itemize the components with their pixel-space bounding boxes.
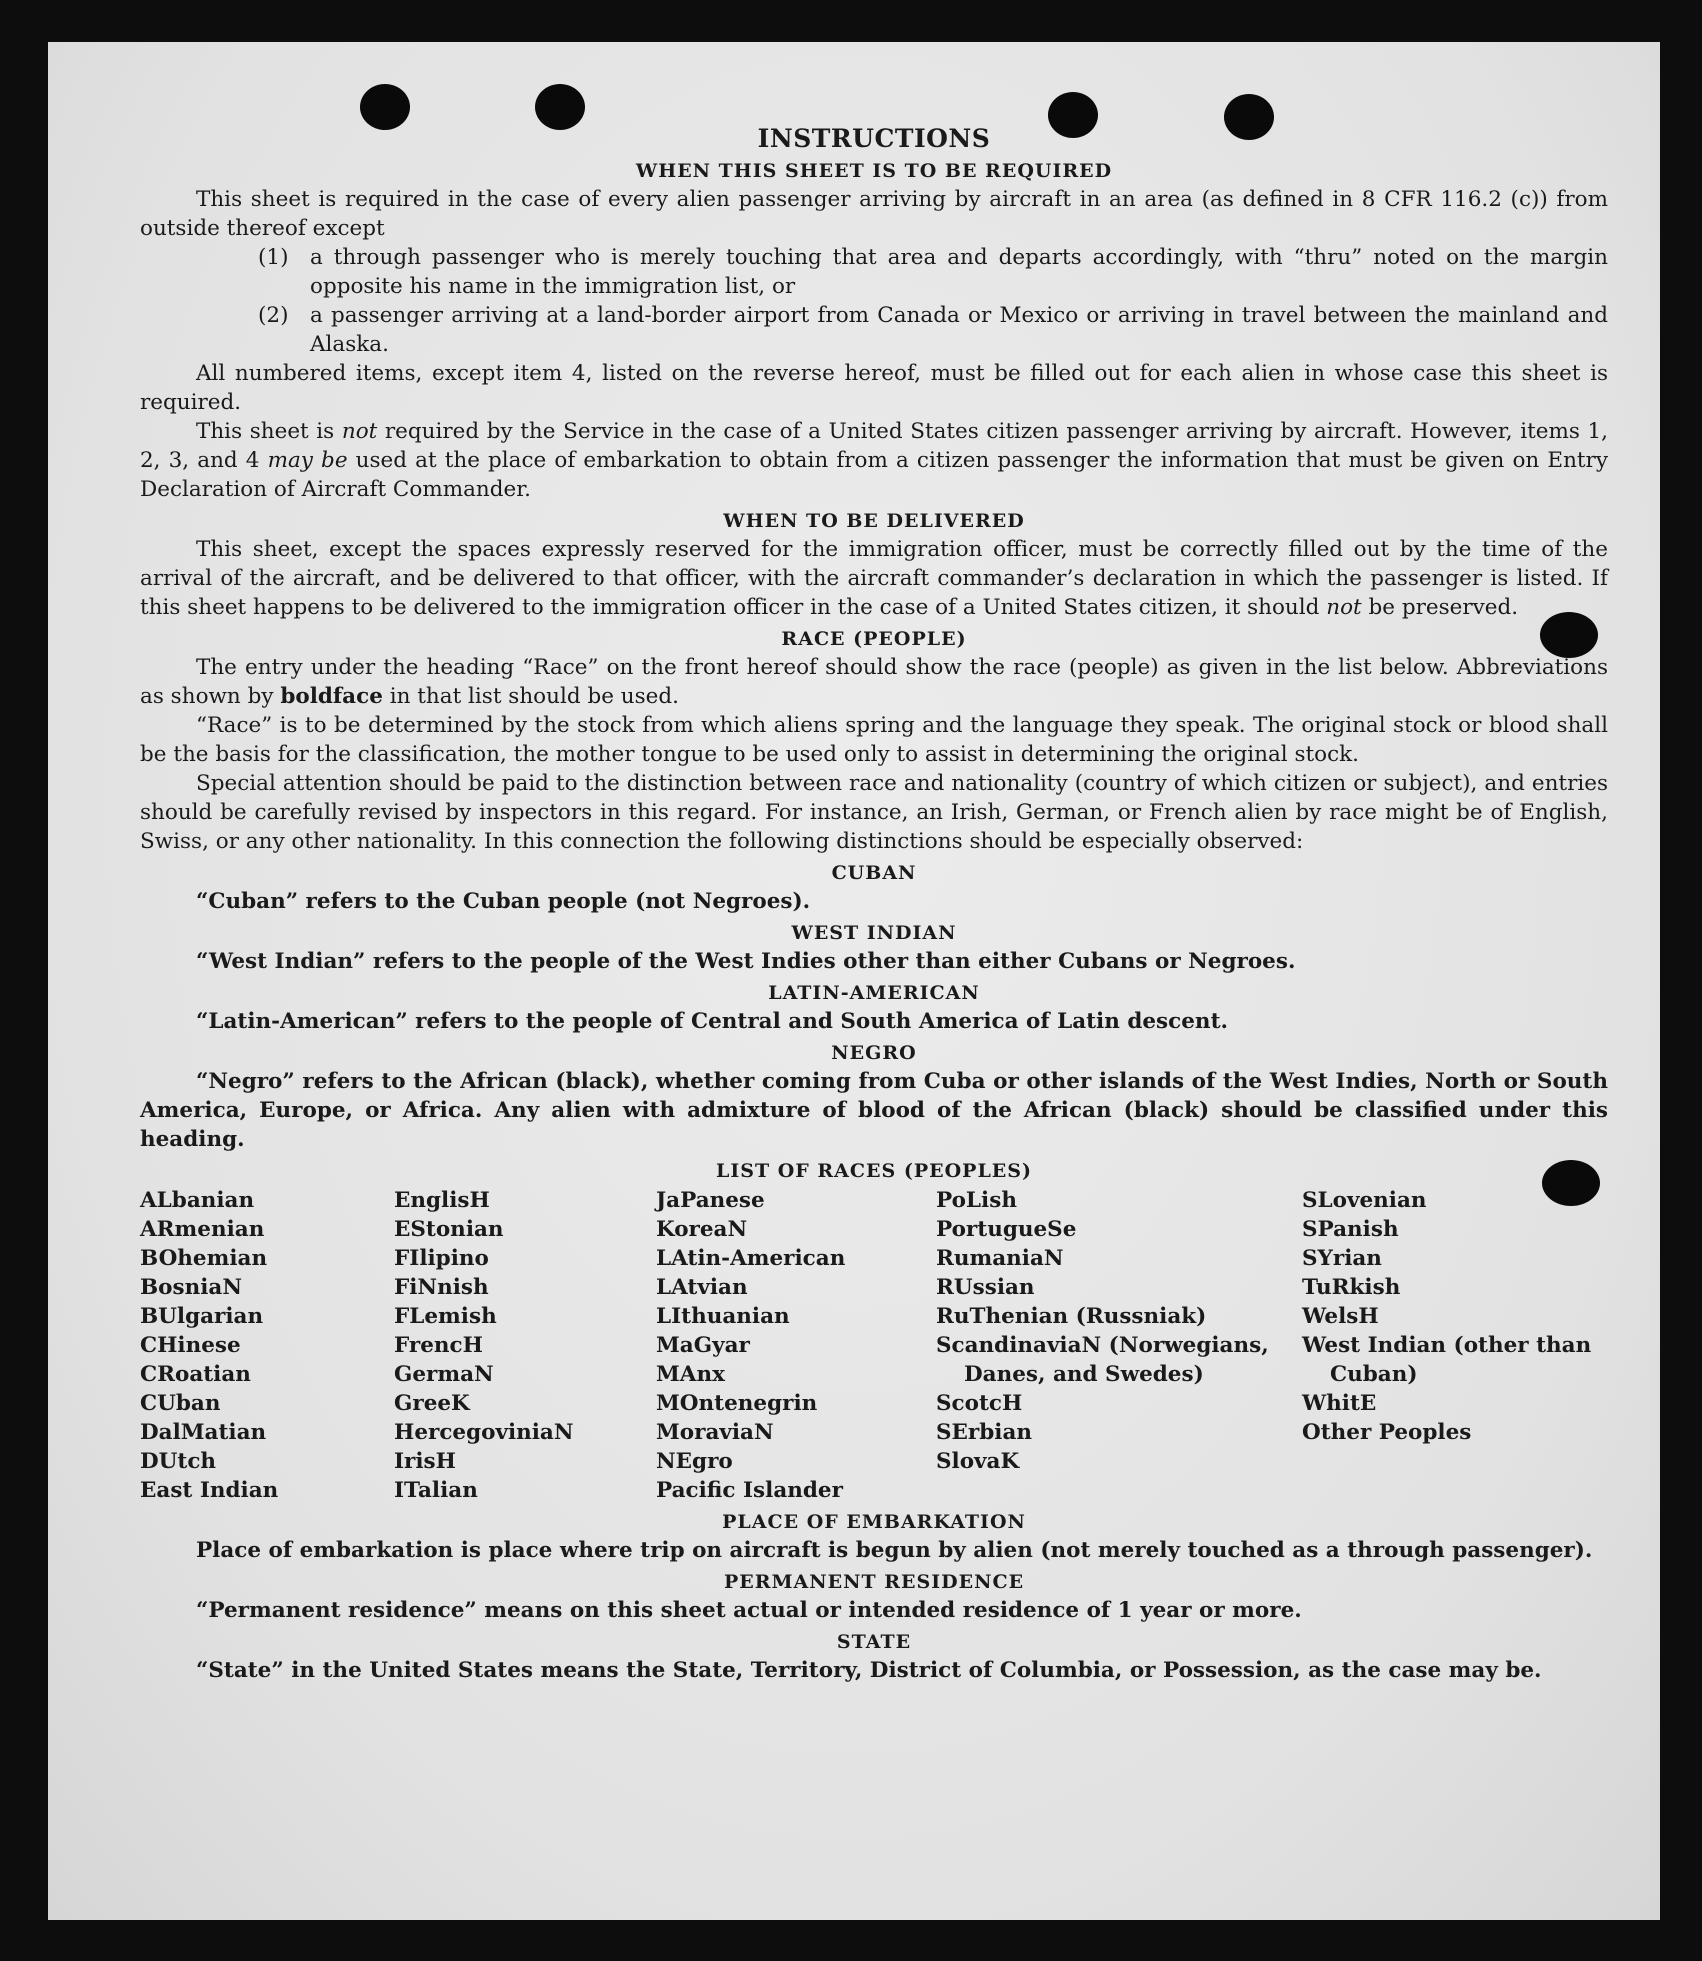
race-item: EStonian: [394, 1217, 504, 1242]
race-item: SErbian: [936, 1420, 1033, 1445]
exception-number: (2): [258, 303, 289, 328]
race-item: MoraviaN: [656, 1420, 774, 1445]
race-item: IrisH: [394, 1449, 456, 1474]
race-item: ITalian: [394, 1478, 478, 1503]
race-item: BOhemian: [140, 1246, 268, 1271]
race-item: BUlgarian: [140, 1304, 264, 1329]
race-item: PortugueSe: [936, 1217, 1077, 1242]
race-item: GermaN: [394, 1362, 494, 1387]
race-item: SlovaK: [936, 1449, 1020, 1474]
when-required-paragraph: This sheet is not required by the Service in the case of a United States citizen passenger arriving by aircraft. However, items 1, 2, 3, and 4 may be used at the place of embarkation to obtain from a citizen passenger the information that must be given on Entry Declaration of Aircraft Commander.: [140, 419, 1608, 502]
race-item: ScotcH: [936, 1391, 1023, 1416]
document-sheet: [48, 42, 1660, 1920]
races-column: [1302, 1186, 1608, 1505]
exception-number: (1): [258, 245, 289, 270]
exception-text: a passenger arriving at a land-border airport from Canada or Mexico or arriving in travel between the mainland and Alaska.: [310, 303, 1608, 357]
race-item: PoLish: [936, 1188, 1017, 1213]
page-title: INSTRUCTIONS: [757, 124, 991, 153]
race-item: ARmenian: [140, 1217, 265, 1242]
race-item: SLovenian: [1302, 1188, 1427, 1213]
race-item: ALbanian: [140, 1188, 255, 1213]
race-item: CUban: [140, 1391, 221, 1416]
state-definition: “State” in the United States means the State, Territory, District of Columbia, or Possession, as the case may be.: [196, 1658, 1542, 1683]
race-item: RUssian: [936, 1275, 1035, 1300]
races-column: [140, 1186, 394, 1505]
exception-item: [140, 301, 1608, 359]
race-item: LAtvian: [656, 1275, 748, 1300]
exception-item: [140, 243, 1608, 301]
race-item: NEgro: [656, 1449, 733, 1474]
race-item: FrencH: [394, 1333, 483, 1358]
race-item: FLemish: [394, 1304, 497, 1329]
heading-list-of-races: LIST OF RACES (PEOPLES): [716, 1160, 1032, 1182]
race-item: HercegoviniaN: [394, 1420, 574, 1445]
when-required-intro: This sheet is required in the case of every alien passenger arriving by aircraft in an area (as defined in 8 CFR 116.2 (c)) from outside thereof except: [140, 187, 1608, 241]
race-item: MaGyar: [656, 1333, 750, 1358]
exception-text: a through passenger who is merely touching that area and departs accordingly, with “thru” noted on the margin opposite his name in the immigration list, or: [310, 245, 1608, 299]
race-item: RumaniaN: [936, 1246, 1064, 1271]
negro-definition: “Negro” refers to the African (black), whether coming from Cuba or other islands of the West Indies, North or South America, Europe, or Africa. Any alien with admixture of blood of the African (black) should be classified under this heading.: [140, 1069, 1608, 1152]
heading-when-required: WHEN THIS SHEET IS TO BE REQUIRED: [635, 160, 1113, 182]
race-item: CRoatian: [140, 1362, 251, 1387]
race-item: DUtch: [140, 1449, 217, 1474]
race-item: Pacific Islander: [656, 1478, 843, 1503]
race-item: DalMatian: [140, 1420, 267, 1445]
race-item: West Indian (other than Cuban): [1302, 1333, 1592, 1387]
heading-cuban: CUBAN: [831, 862, 917, 884]
when-required-paragraph: All numbered items, except item 4, listed on the reverse hereof, must be filled out for each alien in whose case this sheet is required.: [140, 361, 1608, 415]
race-item: EnglisH: [394, 1188, 490, 1213]
race-item: FiNnish: [394, 1275, 489, 1300]
cuban-definition: “Cuban” refers to the Cuban people (not Negroes).: [196, 889, 811, 914]
heading-permanent-residence: PERMANENT RESIDENCE: [723, 1571, 1025, 1593]
race-item: MAnx: [656, 1362, 725, 1387]
race-item: ScandinaviaN (Norwegians, Danes, and Swedes): [936, 1333, 1269, 1387]
races-column: [394, 1186, 656, 1505]
heading-west-indian: WEST INDIAN: [791, 922, 957, 944]
race-item: BosniaN: [140, 1275, 242, 1300]
residence-definition: “Permanent residence” means on this sheet actual or intended residence of 1 year or more.: [196, 1598, 1302, 1623]
heading-when-delivered: WHEN TO BE DELIVERED: [723, 510, 1025, 532]
heading-latin-american: LATIN-AMERICAN: [768, 982, 980, 1004]
race-item: JaPanese: [656, 1188, 765, 1213]
race-item: FIlipino: [394, 1246, 489, 1271]
race-item: CHinese: [140, 1333, 241, 1358]
race-item: WelsH: [1302, 1304, 1379, 1329]
race-paragraph: “Race” is to be determined by the stock from which aliens spring and the language they speak. The original stock or blood shall be the basis for the classification, the mother tongue to be used only to assist in determining the original stock.: [140, 713, 1608, 767]
race-item: MOntenegrin: [656, 1391, 818, 1416]
race-item: TuRkish: [1302, 1275, 1401, 1300]
latin-american-definition: “Latin-American” refers to the people of Central and South America of Latin descent.: [196, 1009, 1228, 1034]
races-column: [656, 1186, 936, 1505]
race-item: LIthuanian: [656, 1304, 790, 1329]
heading-embarkation: PLACE OF EMBARKATION: [722, 1511, 1026, 1533]
race-item: KoreaN: [656, 1217, 748, 1242]
race-item: GreeK: [394, 1391, 470, 1416]
west-indian-definition: “West Indian” refers to the people of the West Indies other than either Cubans or Negroes.: [196, 949, 1296, 974]
race-item: SPanish: [1302, 1217, 1399, 1242]
heading-negro: NEGRO: [831, 1042, 917, 1064]
embarkation-definition: Place of embarkation is place where trip on aircraft is begun by alien (not merely touched as a through passenger).: [196, 1538, 1593, 1563]
instructions-body: [140, 124, 1608, 1685]
race-paragraph: Special attention should be paid to the distinction between race and nationality (country of which citizen or subject), and entries should be carefully revised by inspectors in this regard. For instance, an Irish, German, or French alien by race might be of English, Swiss, or any other nationality. In this connection the following distinctions should be especially observed:: [140, 771, 1608, 854]
races-list: [140, 1186, 1608, 1505]
race-item: SYrian: [1302, 1246, 1382, 1271]
race-item: East Indian: [140, 1478, 279, 1503]
race-paragraph: The entry under the heading “Race” on the front hereof should show the race (people) as given in the list below. Abbreviations as shown by boldface in that list should be used.: [140, 655, 1608, 709]
race-item: RuThenian (Russniak): [936, 1304, 1207, 1329]
races-column: [936, 1186, 1302, 1505]
when-delivered-paragraph: This sheet, except the spaces expressly reserved for the immigration officer, must be correctly filled out by the time of the arrival of the aircraft, and be delivered to that officer, with the aircraft commander’s declaration in which the passenger is listed. If this sheet happens to be delivered to the immigration officer in the case of a United States citizen, it should not be preserved.: [140, 537, 1608, 620]
race-item: Other Peoples: [1302, 1420, 1472, 1445]
heading-state: STATE: [836, 1631, 912, 1653]
heading-race: RACE (PEOPLE): [781, 628, 967, 650]
race-item: WhitE: [1302, 1391, 1377, 1416]
race-item: LAtin-American: [656, 1246, 846, 1271]
